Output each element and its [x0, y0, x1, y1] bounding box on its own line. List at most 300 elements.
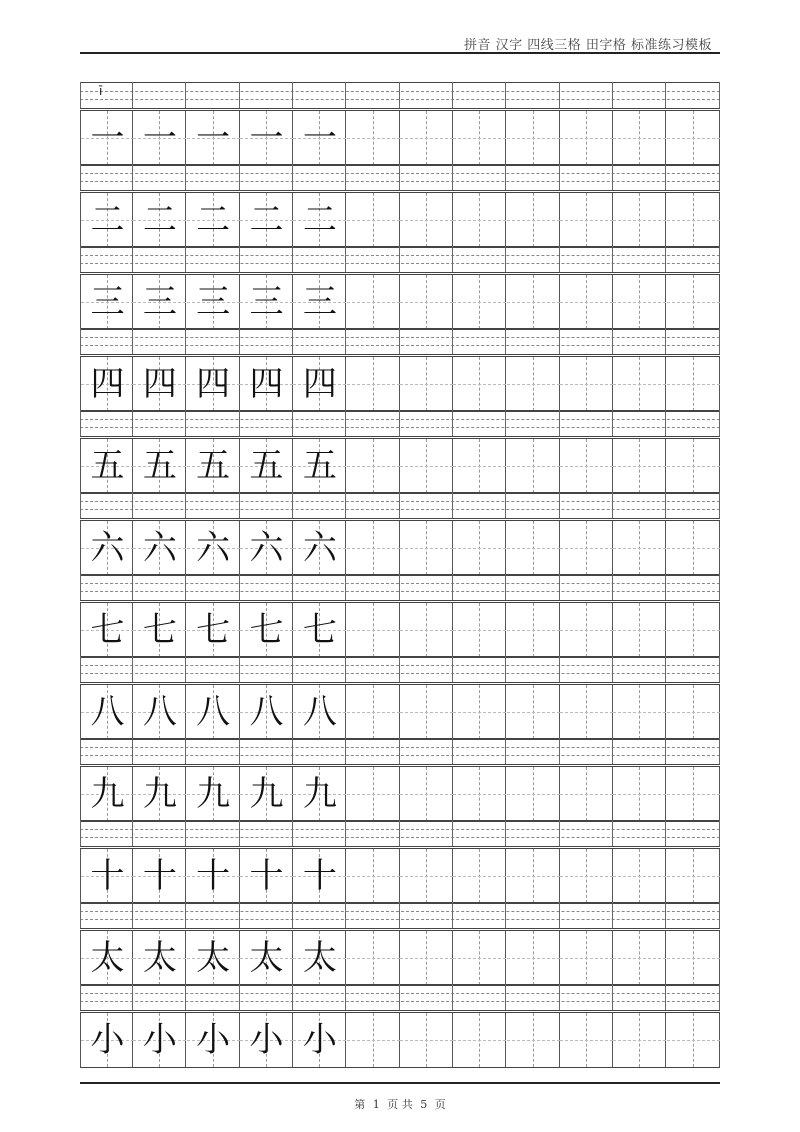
tianzige-cell[interactable] — [347, 1013, 400, 1067]
pinyin-cell[interactable] — [293, 328, 346, 354]
tianzige-cell[interactable] — [400, 111, 453, 165]
tianzige-cell[interactable] — [560, 849, 613, 903]
pinyin-cell[interactable] — [133, 656, 186, 682]
pinyin-cell[interactable] — [453, 164, 506, 190]
pinyin-cell[interactable] — [80, 328, 133, 354]
tianzige-cell[interactable] — [133, 849, 186, 903]
pinyin-cell[interactable] — [667, 82, 720, 108]
pinyin-cell[interactable] — [347, 410, 400, 436]
pinyin-cell[interactable] — [133, 410, 186, 436]
pinyin-cell[interactable] — [507, 492, 560, 518]
tianzige-cell[interactable] — [240, 603, 293, 657]
tianzige-cell[interactable] — [453, 521, 506, 575]
pinyin-cell[interactable] — [507, 656, 560, 682]
pinyin-cell[interactable] — [400, 410, 453, 436]
pinyin-cell[interactable] — [507, 82, 560, 108]
pinyin-line — [80, 764, 720, 765]
pinyin-cell[interactable] — [560, 328, 613, 354]
pinyin-cell[interactable] — [80, 984, 133, 1010]
pinyin-cell[interactable] — [400, 820, 453, 846]
tianzige-cell[interactable] — [453, 357, 506, 411]
guide-line-horizontal — [347, 220, 400, 221]
tianzige-cell[interactable] — [667, 849, 720, 903]
tianzige-cell[interactable] — [187, 275, 240, 329]
pinyin-cell[interactable] — [613, 820, 666, 846]
pinyin-cell[interactable] — [613, 164, 666, 190]
practice-character: 一 — [196, 118, 231, 158]
pinyin-cell[interactable] — [560, 164, 613, 190]
pinyin-cell[interactable] — [400, 984, 453, 1010]
tianzige-cell[interactable] — [507, 439, 560, 493]
pinyin-cell[interactable] — [400, 492, 453, 518]
pinyin-cell[interactable] — [667, 164, 720, 190]
tianzige-cell[interactable] — [293, 439, 346, 493]
pinyin-cell[interactable] — [187, 164, 240, 190]
tianzige-cell[interactable] — [133, 1013, 186, 1067]
pinyin-cell[interactable] — [293, 82, 346, 108]
pinyin-cell[interactable] — [667, 656, 720, 682]
tianzige-cell[interactable] — [560, 685, 613, 739]
tianzige-cell[interactable] — [507, 603, 560, 657]
pinyin-cell[interactable] — [187, 492, 240, 518]
pinyin-cell[interactable] — [240, 246, 293, 272]
pinyin-cell[interactable] — [667, 492, 720, 518]
pinyin-cell[interactable] — [347, 82, 400, 108]
pinyin-cell[interactable] — [240, 902, 293, 928]
pinyin-cell[interactable] — [133, 164, 186, 190]
tianzige-cell[interactable] — [613, 1013, 666, 1067]
pinyin-cell[interactable] — [400, 246, 453, 272]
tianzige-cell[interactable] — [133, 111, 186, 165]
tianzige-cell[interactable] — [453, 849, 506, 903]
pinyin-cell[interactable] — [667, 574, 720, 600]
tianzige-cell[interactable] — [453, 767, 506, 821]
tianzige-cell[interactable] — [453, 111, 506, 165]
pinyin-cell[interactable] — [667, 328, 720, 354]
pinyin-cell[interactable] — [507, 984, 560, 1010]
tianzige-cell[interactable] — [187, 767, 240, 821]
tianzige-cell[interactable] — [240, 521, 293, 575]
pinyin-cell[interactable] — [240, 738, 293, 764]
tianzige-cell[interactable] — [187, 603, 240, 657]
tianzige-cell[interactable] — [240, 193, 293, 247]
tianzige-cell[interactable] — [613, 685, 666, 739]
pinyin-cell[interactable] — [347, 328, 400, 354]
tianzige-cell[interactable] — [293, 275, 346, 329]
pinyin-cell[interactable] — [80, 492, 133, 518]
pinyin-cell[interactable] — [400, 656, 453, 682]
pinyin-cell[interactable] — [293, 738, 346, 764]
tianzige-cell[interactable] — [667, 111, 720, 165]
tianzige-cell[interactable] — [80, 439, 133, 493]
pinyin-cell[interactable] — [347, 492, 400, 518]
tianzige-cell[interactable] — [560, 111, 613, 165]
pinyin-cell[interactable] — [293, 820, 346, 846]
tianzige-cell[interactable] — [187, 439, 240, 493]
tianzige-cell[interactable] — [560, 1013, 613, 1067]
tianzige-cell[interactable] — [240, 849, 293, 903]
pinyin-cell[interactable] — [133, 328, 186, 354]
tianzige-cell[interactable] — [400, 603, 453, 657]
tianzige-cell[interactable] — [347, 603, 400, 657]
pinyin-cell[interactable] — [347, 984, 400, 1010]
guide-line-horizontal — [400, 630, 453, 631]
pinyin-cell[interactable] — [613, 492, 666, 518]
tianzige-cell[interactable] — [240, 275, 293, 329]
pinyin-cell[interactable] — [613, 984, 666, 1010]
pinyin-cell[interactable] — [453, 82, 506, 108]
pinyin-cell[interactable] — [613, 574, 666, 600]
tianzige-cell[interactable] — [613, 357, 666, 411]
pinyin-cell[interactable] — [347, 164, 400, 190]
tianzige-cell[interactable] — [293, 931, 346, 985]
tianzige-cell[interactable] — [507, 521, 560, 575]
pinyin-cell[interactable] — [507, 574, 560, 600]
pinyin-cell[interactable] — [347, 820, 400, 846]
tianzige-cell[interactable] — [133, 275, 186, 329]
tianzige-cell[interactable] — [667, 1013, 720, 1067]
tianzige-cell[interactable] — [560, 193, 613, 247]
pinyin-cell[interactable] — [453, 410, 506, 436]
pinyin-cell[interactable] — [187, 738, 240, 764]
pinyin-cell[interactable] — [240, 164, 293, 190]
tianzige-cell[interactable] — [80, 849, 133, 903]
tianzige-cell[interactable] — [453, 603, 506, 657]
tianzige-cell[interactable] — [613, 275, 666, 329]
footer-suffix: 页 — [434, 1098, 446, 1111]
pinyin-cell[interactable] — [293, 246, 346, 272]
tianzige-cell[interactable] — [347, 357, 400, 411]
tianzige-cell[interactable] — [400, 685, 453, 739]
tianzige-cell[interactable] — [240, 357, 293, 411]
pinyin-cell[interactable] — [667, 410, 720, 436]
tianzige-cell[interactable] — [453, 193, 506, 247]
pinyin-cell[interactable] — [613, 738, 666, 764]
tianzige-cell[interactable] — [240, 767, 293, 821]
pinyin-cell[interactable] — [80, 656, 133, 682]
pinyin-cell[interactable] — [293, 492, 346, 518]
pinyin-cell[interactable] — [240, 492, 293, 518]
tianzige-cell[interactable] — [187, 931, 240, 985]
pinyin-cell[interactable] — [347, 574, 400, 600]
pinyin-cell[interactable] — [187, 410, 240, 436]
tianzige-cell[interactable] — [347, 439, 400, 493]
tianzige-cell[interactable] — [560, 357, 613, 411]
pinyin-cell[interactable] — [613, 246, 666, 272]
tianzige-cell[interactable] — [293, 193, 346, 247]
pinyin-cell[interactable] — [560, 820, 613, 846]
tianzige-cell[interactable] — [187, 1013, 240, 1067]
tianzige-cell[interactable] — [400, 439, 453, 493]
pinyin-cell[interactable] — [613, 328, 666, 354]
pinyin-cell[interactable] — [187, 82, 240, 108]
tianzige-cell[interactable] — [667, 193, 720, 247]
pinyin-cell[interactable] — [613, 82, 666, 108]
pinyin-cell[interactable] — [400, 738, 453, 764]
tianzige-cell[interactable] — [400, 849, 453, 903]
pinyin-cell[interactable] — [293, 902, 346, 928]
tianzige-cell[interactable] — [133, 931, 186, 985]
pinyin-cell[interactable] — [347, 656, 400, 682]
pinyin-cell[interactable] — [453, 246, 506, 272]
pinyin-cell[interactable] — [80, 82, 133, 108]
tianzige-cell[interactable] — [133, 357, 186, 411]
pinyin-cell[interactable] — [240, 984, 293, 1010]
tianzige-cell[interactable] — [507, 685, 560, 739]
tianzige-cell[interactable] — [80, 1013, 133, 1067]
tianzige-cell[interactable] — [507, 111, 560, 165]
tianzige-cell[interactable] — [80, 357, 133, 411]
pinyin-cell[interactable] — [453, 738, 506, 764]
tianzige-cell[interactable] — [667, 767, 720, 821]
pinyin-cell[interactable] — [667, 246, 720, 272]
pinyin-cell[interactable] — [400, 164, 453, 190]
tianzige-cell[interactable] — [187, 357, 240, 411]
tianzige-cell[interactable] — [133, 193, 186, 247]
pinyin-cell[interactable] — [453, 820, 506, 846]
pinyin-cell[interactable] — [80, 410, 133, 436]
pinyin-cell[interactable] — [187, 574, 240, 600]
pinyin-cell[interactable] — [560, 410, 613, 436]
tianzige-cell[interactable] — [133, 439, 186, 493]
tianzige-cell[interactable] — [667, 521, 720, 575]
pinyin-cell[interactable] — [293, 656, 346, 682]
tianzige-cell[interactable] — [507, 849, 560, 903]
tianzige-cell[interactable] — [347, 521, 400, 575]
tianzige-cell[interactable] — [667, 357, 720, 411]
tianzige-cell[interactable] — [667, 275, 720, 329]
tianzige-cell[interactable] — [133, 685, 186, 739]
tianzige-cell[interactable] — [453, 275, 506, 329]
pinyin-cell[interactable] — [240, 328, 293, 354]
tianzige-cell[interactable] — [667, 439, 720, 493]
pinyin-cell[interactable] — [187, 820, 240, 846]
pinyin-cell[interactable] — [453, 984, 506, 1010]
tianzige-cell[interactable] — [293, 357, 346, 411]
pinyin-cell[interactable] — [667, 738, 720, 764]
pinyin-cell[interactable] — [187, 656, 240, 682]
pinyin-cell[interactable] — [187, 328, 240, 354]
pinyin-cell[interactable] — [667, 984, 720, 1010]
tianzige-cell[interactable] — [187, 193, 240, 247]
pinyin-cell[interactable] — [400, 574, 453, 600]
pinyin-cell[interactable] — [560, 82, 613, 108]
tianzige-cell[interactable] — [240, 685, 293, 739]
pinyin-cell[interactable] — [240, 574, 293, 600]
tianzige-cell[interactable] — [453, 685, 506, 739]
tianzige-cell[interactable] — [347, 849, 400, 903]
pinyin-cell[interactable] — [453, 492, 506, 518]
pinyin-cell[interactable] — [507, 410, 560, 436]
pinyin-cell[interactable] — [667, 820, 720, 846]
pinyin-cell[interactable] — [560, 656, 613, 682]
pinyin-cell[interactable] — [453, 574, 506, 600]
pinyin-cell[interactable] — [507, 820, 560, 846]
tianzige-cell[interactable] — [293, 111, 346, 165]
tianzige-cell[interactable] — [400, 1013, 453, 1067]
guide-line-horizontal — [507, 548, 560, 549]
tianzige-cell[interactable] — [293, 1013, 346, 1067]
pinyin-cell[interactable] — [347, 738, 400, 764]
tianzige-cell[interactable] — [453, 931, 506, 985]
tianzige-cell[interactable] — [347, 685, 400, 739]
pinyin-cell[interactable] — [613, 902, 666, 928]
pinyin-cell[interactable] — [133, 820, 186, 846]
practice-character: 太 — [249, 938, 284, 978]
tianzige-cell[interactable] — [507, 1013, 560, 1067]
tianzige-cell[interactable] — [613, 767, 666, 821]
tianzige-cell[interactable] — [400, 931, 453, 985]
tianzige-cell[interactable] — [80, 193, 133, 247]
pinyin-cell[interactable] — [187, 984, 240, 1010]
tianzige-cell[interactable] — [293, 685, 346, 739]
tianzige-cell[interactable] — [613, 931, 666, 985]
pinyin-cell[interactable] — [560, 574, 613, 600]
tianzige-cell[interactable] — [400, 357, 453, 411]
pinyin-cell[interactable] — [507, 328, 560, 354]
tianzige-cell[interactable] — [613, 603, 666, 657]
tianzige-cell[interactable] — [80, 275, 133, 329]
tianzige-cell[interactable] — [80, 603, 133, 657]
tianzige-cell[interactable] — [560, 931, 613, 985]
tianzige-cell[interactable] — [560, 521, 613, 575]
tianzige-cell[interactable] — [293, 521, 346, 575]
tianzige-cell[interactable] — [613, 521, 666, 575]
pinyin-cell[interactable] — [667, 902, 720, 928]
pinyin-cell[interactable] — [293, 574, 346, 600]
tianzige-cell[interactable] — [133, 767, 186, 821]
pinyin-cell[interactable] — [613, 410, 666, 436]
tianzige-cell[interactable] — [80, 767, 133, 821]
tianzige-cell[interactable] — [400, 275, 453, 329]
pinyin-cell[interactable] — [507, 902, 560, 928]
pinyin-cell[interactable] — [453, 902, 506, 928]
pinyin-cell[interactable] — [453, 328, 506, 354]
tianzige-cell[interactable] — [560, 275, 613, 329]
tianzige-cell[interactable] — [400, 767, 453, 821]
tianzige-cell[interactable] — [347, 193, 400, 247]
tianzige-cell[interactable] — [240, 439, 293, 493]
pinyin-cell[interactable] — [240, 82, 293, 108]
tianzige-cell[interactable] — [613, 439, 666, 493]
pinyin-cell[interactable] — [187, 902, 240, 928]
pinyin-cell[interactable] — [347, 246, 400, 272]
pinyin-cell[interactable] — [613, 656, 666, 682]
tianzige-cell[interactable] — [80, 685, 133, 739]
tianzige-cell[interactable] — [187, 111, 240, 165]
tianzige-cell[interactable] — [187, 685, 240, 739]
pinyin-cell[interactable] — [293, 164, 346, 190]
practice-character: 三 — [196, 282, 231, 322]
practice-character: 八 — [302, 692, 337, 732]
tianzige-cell[interactable] — [667, 603, 720, 657]
pinyin-cell[interactable] — [133, 246, 186, 272]
tianzige-cell[interactable] — [133, 521, 186, 575]
tianzige-cell[interactable] — [80, 521, 133, 575]
pinyin-cell[interactable] — [560, 492, 613, 518]
pinyin-cell[interactable] — [240, 820, 293, 846]
tianzige-cell[interactable] — [347, 111, 400, 165]
pinyin-cell[interactable] — [560, 984, 613, 1010]
practice-character: 小 — [90, 1020, 125, 1060]
pinyin-cell[interactable] — [240, 410, 293, 436]
tianzige-cell[interactable] — [400, 521, 453, 575]
tianzige-cell[interactable] — [507, 357, 560, 411]
tianzige-cell[interactable] — [400, 193, 453, 247]
pinyin-cell[interactable] — [80, 574, 133, 600]
tianzige-cell[interactable] — [453, 1013, 506, 1067]
tianzige-cell[interactable] — [80, 931, 133, 985]
tianzige-cell[interactable] — [560, 439, 613, 493]
tianzige-cell[interactable] — [560, 603, 613, 657]
tianzige-cell[interactable] — [347, 931, 400, 985]
pinyin-cell[interactable] — [400, 82, 453, 108]
tianzige-cell[interactable] — [240, 931, 293, 985]
pinyin-cell[interactable] — [293, 410, 346, 436]
pinyin-cell[interactable] — [560, 246, 613, 272]
pinyin-cell[interactable] — [133, 902, 186, 928]
pinyin-cell[interactable] — [133, 492, 186, 518]
tianzige-cell[interactable] — [667, 931, 720, 985]
tianzige-cell[interactable] — [507, 767, 560, 821]
practice-character: 六 — [142, 528, 177, 568]
pinyin-cell[interactable] — [80, 820, 133, 846]
tianzige-cell[interactable] — [613, 193, 666, 247]
pinyin-cell[interactable] — [560, 902, 613, 928]
pinyin-cell[interactable] — [80, 738, 133, 764]
pinyin-cell[interactable] — [80, 902, 133, 928]
tianzige-cell[interactable] — [613, 111, 666, 165]
pinyin-cell[interactable] — [80, 164, 133, 190]
tianzige-cell[interactable] — [133, 603, 186, 657]
tianzige-cell[interactable] — [240, 1013, 293, 1067]
tianzige-cell[interactable] — [507, 931, 560, 985]
tianzige-cell[interactable] — [613, 849, 666, 903]
tianzige-cell[interactable] — [187, 849, 240, 903]
pinyin-cell[interactable] — [507, 164, 560, 190]
pinyin-cell[interactable] — [133, 82, 186, 108]
tianzige-cell[interactable] — [453, 439, 506, 493]
tianzige-cell[interactable] — [507, 193, 560, 247]
tianzige-cell[interactable] — [240, 111, 293, 165]
pinyin-cell[interactable] — [187, 246, 240, 272]
tianzige-cell[interactable] — [293, 849, 346, 903]
tianzige-cell[interactable] — [80, 111, 133, 165]
pinyin-cell[interactable] — [507, 738, 560, 764]
pinyin-cell[interactable] — [560, 738, 613, 764]
pinyin-cell[interactable] — [240, 656, 293, 682]
pinyin-cell[interactable] — [293, 984, 346, 1010]
tianzige-cell[interactable] — [293, 767, 346, 821]
tianzige-cell[interactable] — [560, 767, 613, 821]
pinyin-cell[interactable] — [400, 902, 453, 928]
tianzige-cell[interactable] — [507, 275, 560, 329]
pinyin-cell[interactable] — [453, 656, 506, 682]
tianzige-cell[interactable] — [347, 767, 400, 821]
tianzige-cell[interactable] — [187, 521, 240, 575]
pinyin-cell[interactable] — [507, 246, 560, 272]
pinyin-cell[interactable] — [80, 246, 133, 272]
pinyin-cell[interactable] — [400, 328, 453, 354]
pinyin-cell[interactable] — [133, 984, 186, 1010]
tianzige-cell[interactable] — [667, 685, 720, 739]
tianzige-cell[interactable] — [347, 275, 400, 329]
pinyin-cell[interactable] — [347, 902, 400, 928]
pinyin-cell[interactable] — [133, 738, 186, 764]
practice-character: 二 — [142, 200, 177, 240]
pinyin-cell[interactable] — [133, 574, 186, 600]
tianzige-cell[interactable] — [293, 603, 346, 657]
